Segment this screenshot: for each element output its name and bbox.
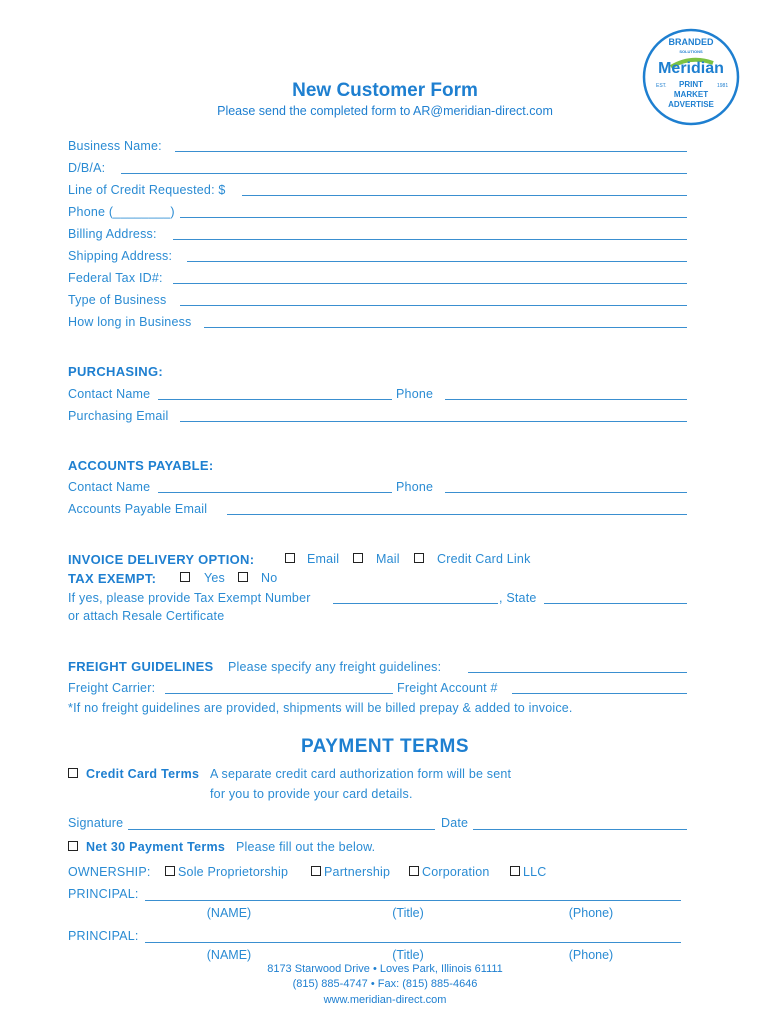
ownership-corporation-label: Corporation [422, 865, 490, 879]
footer-phones: (815) 885-4747 • Fax: (815) 885-4646 [292, 978, 478, 990]
signature-field[interactable] [128, 829, 435, 830]
purchasing-heading: PURCHASING: [68, 364, 164, 379]
purchasing-contact-field[interactable] [158, 399, 392, 400]
tax-exempt-no-label: No [261, 571, 278, 585]
purchasing-contact-label: Contact Name [68, 387, 151, 401]
principal-1-title-caption: (Title) [392, 906, 424, 920]
invoice-email-label: Email [307, 552, 340, 566]
purchasing-phone-label: Phone [396, 387, 434, 401]
logo-year: 1981 [717, 83, 729, 89]
principal-2-label: PRINCIPAL: [68, 929, 139, 943]
ap-contact-label: Contact Name [68, 480, 151, 494]
accounts-payable-heading: ACCOUNTS PAYABLE: [68, 458, 214, 473]
invoice-credit-card-checkbox[interactable] [414, 553, 424, 563]
freight-account-field[interactable] [512, 693, 687, 694]
logo-top-text: BRANDED [668, 37, 714, 47]
payment-terms-heading: PAYMENT TERMS [300, 736, 470, 757]
freight-prompt: Please specify any freight guidelines: [228, 660, 442, 674]
principal-2-phone-caption: (Phone) [568, 948, 614, 962]
business-name-field[interactable] [175, 151, 687, 152]
business-name-label: Business Name: [68, 139, 162, 153]
resale-certificate-text: or attach Resale Certificate [68, 609, 225, 623]
credit-card-terms-desc-2: for you to provide your card details. [210, 787, 413, 801]
invoice-mail-label: Mail [376, 552, 400, 566]
billing-address-field[interactable] [173, 239, 687, 240]
credit-line-label: Line of Credit Requested: $ [68, 183, 226, 197]
logo-sub-text: SOLUTIONS [679, 49, 703, 54]
date-field[interactable] [473, 829, 687, 830]
phone-label: Phone (________) [68, 205, 175, 219]
principal-2-field[interactable] [145, 942, 681, 943]
credit-card-terms-label: Credit Card Terms [86, 767, 200, 781]
dba-label: D/B/A: [68, 161, 106, 175]
logo-line2: MARKET [673, 90, 709, 99]
years-in-business-label: How long in Business [68, 315, 192, 329]
billing-address-label: Billing Address: [68, 227, 157, 241]
ownership-partnership-label: Partnership [324, 865, 391, 879]
freight-carrier-field[interactable] [165, 693, 393, 694]
logo-est: EST. [656, 83, 667, 89]
logo-line3: ADVERTISE [668, 100, 714, 109]
business-type-label: Type of Business [68, 293, 167, 307]
tax-exempt-no-checkbox[interactable] [238, 572, 248, 582]
ownership-sole-checkbox[interactable] [165, 866, 175, 876]
credit-card-terms-checkbox[interactable] [68, 768, 78, 778]
years-in-business-field[interactable] [204, 327, 687, 328]
freight-account-label: Freight Account # [397, 681, 498, 695]
purchasing-phone-field[interactable] [445, 399, 687, 400]
tax-exempt-number-field[interactable] [333, 603, 498, 604]
ownership-label: OWNERSHIP: [68, 865, 151, 879]
page-title: New Customer Form [292, 80, 478, 101]
freight-note: *If no freight guidelines are provided, shipments will be billed prepay & added to invoice. [68, 701, 573, 715]
principal-1-phone-caption: (Phone) [568, 906, 614, 920]
shipping-address-label: Shipping Address: [68, 249, 173, 263]
page-subtitle: Please send the completed form to AR@meridian-direct.com [217, 104, 553, 118]
net30-label: Net 30 Payment Terms [86, 840, 226, 854]
federal-tax-id-field[interactable] [173, 283, 687, 284]
logo-brand: Meridian [658, 60, 724, 77]
dba-field[interactable] [121, 173, 687, 174]
tax-exempt-heading: TAX EXEMPT: [68, 571, 157, 586]
freight-heading: FREIGHT GUIDELINES [68, 659, 214, 674]
tax-exempt-yes-checkbox[interactable] [180, 572, 190, 582]
ownership-sole-label: Sole Proprietorship [178, 865, 289, 879]
footer-address: 8173 Starwood Drive • Loves Park, Illinois 61111 [267, 963, 503, 975]
net30-desc: Please fill out the below. [236, 840, 376, 854]
freight-guidelines-field[interactable] [468, 672, 687, 673]
invoice-credit-card-label: Credit Card Link [437, 552, 531, 566]
principal-2-name-caption: (NAME) [206, 948, 252, 962]
date-label: Date [441, 816, 469, 830]
freight-carrier-label: Freight Carrier: [68, 681, 156, 695]
business-type-field[interactable] [180, 305, 687, 306]
logo-line1: PRINT [679, 80, 703, 89]
tax-exempt-yes-label: Yes [204, 571, 225, 585]
principal-1-name-caption: (NAME) [206, 906, 252, 920]
ownership-partnership-checkbox[interactable] [311, 866, 321, 876]
ap-contact-field[interactable] [158, 492, 392, 493]
invoice-email-checkbox[interactable] [285, 553, 295, 563]
principal-1-label: PRINCIPAL: [68, 887, 139, 901]
ap-phone-field[interactable] [445, 492, 687, 493]
ap-email-label: Accounts Payable Email [68, 502, 208, 516]
invoice-delivery-heading: INVOICE DELIVERY OPTION: [68, 552, 255, 567]
principal-1-field[interactable] [145, 900, 681, 901]
ownership-llc-checkbox[interactable] [510, 866, 520, 876]
ownership-llc-label: LLC [523, 865, 547, 879]
purchasing-email-field[interactable] [180, 421, 687, 422]
ownership-corporation-checkbox[interactable] [409, 866, 419, 876]
tax-state-field[interactable] [544, 603, 687, 604]
shipping-address-field[interactable] [187, 261, 687, 262]
ap-email-field[interactable] [227, 514, 687, 515]
tax-state-label: , State [499, 591, 537, 605]
meridian-logo [641, 27, 741, 127]
phone-field[interactable] [180, 217, 687, 218]
signature-label: Signature [68, 816, 124, 830]
ap-phone-label: Phone [396, 480, 434, 494]
net30-checkbox[interactable] [68, 841, 78, 851]
footer-website[interactable]: www.meridian-direct.com [323, 994, 447, 1006]
invoice-mail-checkbox[interactable] [353, 553, 363, 563]
credit-line-field[interactable] [242, 195, 687, 196]
federal-tax-id-label: Federal Tax ID#: [68, 271, 163, 285]
principal-2-title-caption: (Title) [392, 948, 424, 962]
credit-card-terms-desc-1: A separate credit card authorization form will be sent [210, 767, 512, 781]
tax-exempt-number-label: If yes, please provide Tax Exempt Number [68, 591, 311, 605]
purchasing-email-label: Purchasing Email [68, 409, 169, 423]
